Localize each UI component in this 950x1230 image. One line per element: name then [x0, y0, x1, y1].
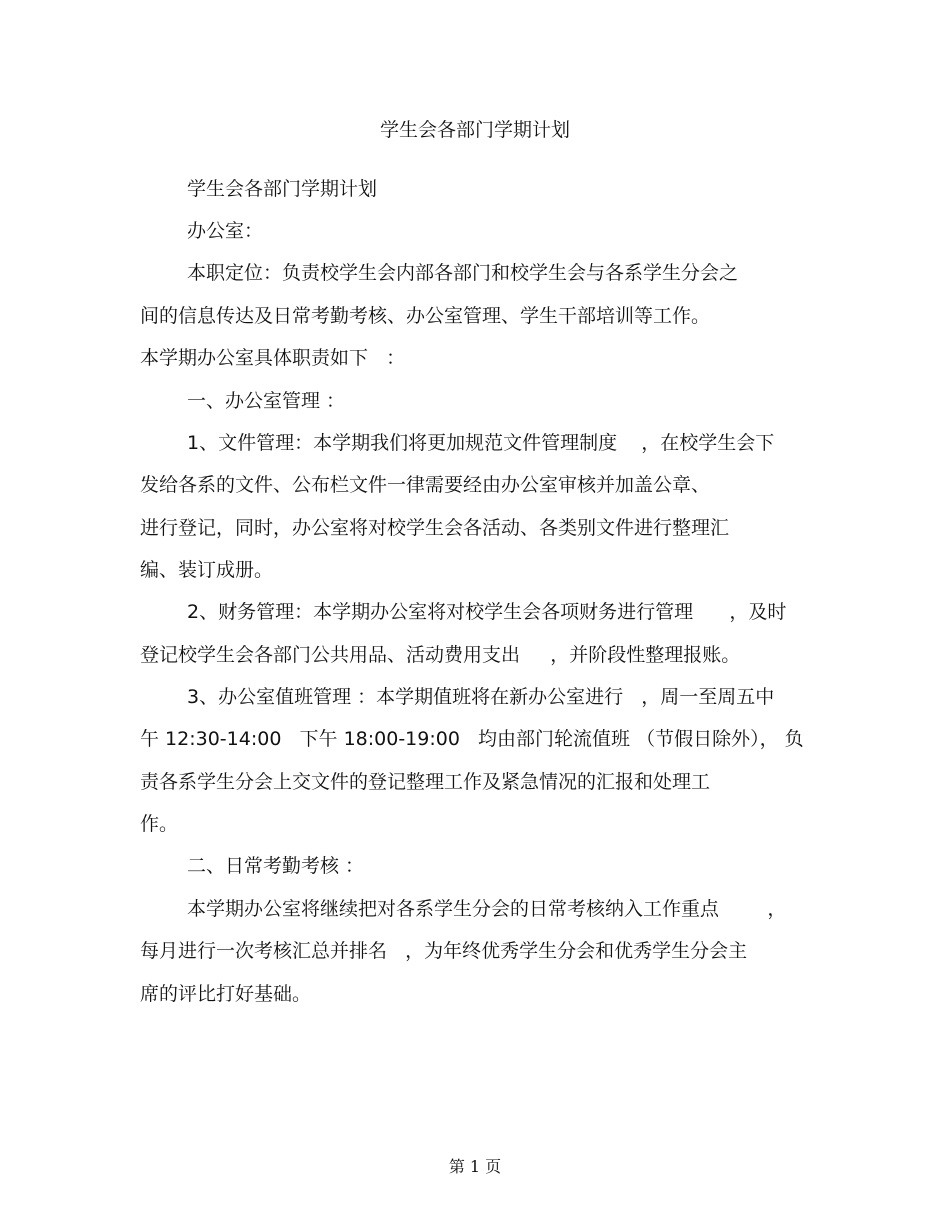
paragraph-line: 编、装订成册。 [140, 559, 274, 581]
paragraph-line: 责各系学生分会上交文件的登记整理工作及紧急情况的汇报和处理工 [140, 771, 711, 793]
page-number: 第 1 页 [448, 1157, 502, 1176]
paragraph-line: 发给各系的文件、公布栏文件一律需要经由办公室审核并加盖公章、 [140, 474, 711, 496]
paragraph-line: 本学期办公室具体职责如下 ： [140, 347, 406, 369]
paragraph-line: 3、办公室值班管理 ：本学期值班将在新办公室进行 ，周一至周五中 [187, 686, 775, 708]
paragraph-line: 本职定位：负责校学生会内部各部门和校学生会与各系学生分会之 [187, 262, 739, 284]
paragraph-line: 2、财务管理：本学期办公室将对校学生会各项财务进行管理 ，及时 [187, 601, 787, 623]
section-office-heading: 办公室： [187, 220, 264, 242]
paragraph-line: 1、文件管理：本学期我们将更加规范文件管理制度 ，在校学生会下 [187, 432, 775, 454]
paragraph-line: 间的信息传达及日常考勤考核、办公室管理、学生干部培训等工作。 [140, 305, 711, 327]
paragraph-line: 作。 [140, 813, 179, 835]
paragraph-line: 午 12:30-14:00 下午 18:00-19:00 均由部门轮流值班 （节假日除外）， 负 [140, 728, 804, 750]
paragraph-line: 席的评比打好基础。 [140, 983, 312, 1005]
section-heading: 一、办公室管理 ： [187, 390, 346, 412]
document-title: 学生会各部门学期计划 [379, 119, 570, 141]
paragraph-line: 进行登记，同时，办公室将对校学生会各活动、各类别文件进行整理汇 [140, 517, 730, 539]
section-heading: 二、日常考勤考核 ： [187, 855, 365, 877]
paragraph-line: 每月进行一次考核汇总并排名 ，为年终优秀学生分会和优秀学生分会主 [140, 940, 748, 962]
subtitle-line: 学生会各部门学期计划 [187, 178, 378, 200]
paragraph-line: 登记校学生会各部门公共用品、活动费用支出 ，并阶段性整理报账。 [140, 644, 741, 666]
paragraph-line: 本学期办公室将继续把对各系学生分会的日常考核纳入工作重点 ， [187, 898, 787, 920]
